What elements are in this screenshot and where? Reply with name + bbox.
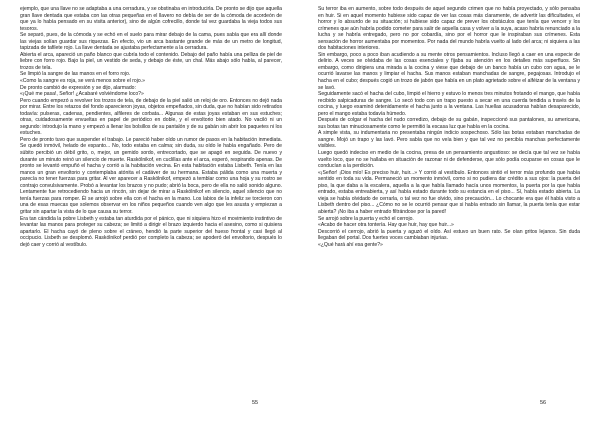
paragraph: Abierta el arca, apareció un paño blanco que cubría todo el contenido. Debajo del paño había una pelliza de piel de liebre con forro rojo. Bajo la piel, un vestido de seda, y debajo de éste, un chal. Más abajo sólo había, al parecer, trozos de tela. <box>20 51 282 71</box>
right-page <box>300 0 600 424</box>
paragraph: Era tan cándida la pobre Lisbeth y estaba tan aturdida por el pánico, que ni siquiera hizo el movimiento instintivo de levantar las manos para proteger su cabeza; se limitó a dirigir el brazo izquierdo hacia el asesino, como si quisiera apartarlo. El hacha cayó de pleno sobre el cráneo, hendió la parte superior del hueso frontal y casi llegó al occipucio. Lisbeth se desplomó. Raskólnikof perdió por completo la cabeza; se apoderó del envoltorio, después lo dejó caer y corrió al vestíbulo. <box>20 215 282 248</box>
left-page-text <box>20 6 282 248</box>
paragraph: Pero de pronto tuvo que suspender el trabajo. Le pareció haber oído un rumor de pasos en la habitación inmediata. Se quedó inmóvil, helado de espanto... No, todo estaba en calma; sin duda, su oído le había engañado. Pero de súbito percibió un débil grito, o, mejor, un gemido sordo, entrecortado, que se apagó en seguida. De nuevo y durante un minuto reinó un silencio de muerte. Raskólnikof, en cuclillas ante el arca, esperó, respirando apenas. De pronto se levantó empuñó el hacha y corrió a la habitación vecina. En esta habitación estaba Lisbeth. Tenía en las manos un gran envoltorio y contemplaba atónita el cadáver de su hermana. Estaba pálida como una muerta y parecía no tener fuerzas para gritar. Al ver aparecer a Raskólnikof, empezó a temblar como una hoja y su rostro se contrajo convulsivamente. Probó a levantar los brazos y no pudo; abrió la boca, pero de ella no salió sonido alguno. Lentamente fue retrocediendo hacia un rincón, sin dejar de mirar a Raskólnikof en silencio, aquel silencio que no tenía fuerzas para romper. Él se arrojó sobre ella con el hacha en la mano. Los labios de la infeliz se torcieron con una de esas muecas que solemos observar en los niños pequeños cuando ven algo que les asusta y empiezan a gritar sin apartar la vista de lo que causa su terror. <box>20 136 282 215</box>
page-number: 55 <box>252 400 259 406</box>
paragraph: Se separó, pues, de la cómoda y se echó en el suelo para mirar debajo de la cama, pues sabía que era allí donde las viejas solían guardar sus riquezas. En efecto, vio un arca bastante grande de más de un metro de longitud, tapizada de tafilete rojo. La llave dentada se ajustaba perfectamente a la cerradura. <box>20 32 282 52</box>
paragraph: Luego quedó indeciso en medio de la cocina, presa de un pensamiento angustioso: se decía que tal vez se había vuelto loco, que no se hallaba en situación de razonar ni de defenderse, que sólo podía ocuparse en cosas que le conducían a la perdición. <box>318 150 580 170</box>
paragraph: Descorrió el cerrojo, abrió la puerta y aguzó el oído. Así estuvo un buen rato. Se oían gritos lejanos. Sin duda llegaban del portal. Dos fuertes voces cambiaban injurias. <box>318 228 580 242</box>
paragraph: Seguidamente sacó el hacha del cubo, limpió el hierro y estuvo lo menos tres minutos frotando el mango, que había recibido salpicaduras de sangre. Lo secó todo con un trapo puesto a secar en una cuerda tendida a través de la cocina, y luego examinó detenidamente el hacha junto a la ventana. Las huellas acusadoras habían desaparecido, pero el mango estaba todavía húmedo. <box>318 91 580 117</box>
paragraph: Pero cuando empezó a revolver los trozos de tela, de debajo de la piel salió un reloj de oro. Entonces no dejó nada por mirar. Entre los retazos del fondo aparecieron joyas, objetos empeñados, sin duda, que no habían sido retirados todavía: pulseras, cadenas, pendientes, alfileres de corbata... Algunas de estas joyas estaban en sus estuches; otras, cuidadosamente envueltas en papel de periódico en doble, y el envoltorio bien atado. No vaciló ni un segundo: introdujo la mano y empezó a llenar los bolsillos de su pantalón y de su gabán sin abrir los paquetes ni los estuches. <box>20 97 282 137</box>
paragraph: Después de colgar el hacha del nudo corredizo, debajo de su gabán, inspeccionó sus pantalones, su americana, sus botas tan minuciosamente como le permitió la escasa luz que había en la cocina. <box>318 117 580 130</box>
paragraph: A simple vista, su indumentaria no presentaba ningún indicio sospechoso. Sólo las botas estaban manchadas de sangre. Mojó un trapo y las lavó. Pero sabía que no veía bien y que tal vez no percibía manchas perfectamente visibles. <box>318 130 580 150</box>
paragraph: «¡Qué me pasa!, Señor! ¿Acabaré volviéndome loco?» <box>20 91 144 98</box>
paragraph: «¿Qué hará ahí esa gente?» <box>318 241 383 248</box>
paragraph: Se limpió la sangre de las manos en el forro rojo. <box>20 71 131 78</box>
right-page-text <box>318 6 580 248</box>
paragraph: «¡Señor! ¡Dios mío! Es preciso huir, huir...» Y corrió al vestíbulo. Entonces sintió el terror más profundo que había sentido en toda su vida. Permaneció un momento inmóvil, como si no pudiera dar crédito a sus ojos: la puerta del piso, la que daba a la escalera, aquella a la que había llamado hacía unos momentos, la puerta por la que había entrado, estaba entreabierta, y así había estado durante todo su estancia en el piso... Sí, había estado abierta. La vieja se había olvidado de cerrarla, o tal vez no fue olvido, sino precaución... Lo chocante era que él había visto a Lisbeth dentro del piso... ¿Cómo no se le ocurrió pensar que si había entrado sin llamar, la puerta tenía que estar abierta? ¡No iba a haber entrado filtrándose por la pared! <box>318 169 580 215</box>
page-number: 56 <box>540 400 547 406</box>
paragraph: ejemplo, que una llave no se adaptaba a una cerradura, y se obstinaba en introducirla. De pronto se dijo que aquella gran llave dentada que estaba con las otras pequeñas en el llavero no debía de ser de la cómoda de acordeón de que ya lo había pensado en su visita anterior), sino de algún cofrecillo, donde tal vez guardaba la vieja todos sus tesoros. <box>20 6 282 32</box>
paragraph: Sin embargo, poco a poco iban acudiendo a su mente otros pensamientos. Incluso llegó a caer en una especie de delirio. A veces se olvidaba de las cosas esenciales y fijaba su atención en los detalles más superfluos. Sin embargo, como dirigiera una mirada a la cocina y viese que debajo de un banco había un cubo con agua, se le ocurrió lavarse las manos y limpiar el hacha. Sus manos estaban manchadas de sangre, pegajosas. Introdujo el hacha en el cubo; después cogió un trozo de jabón que había en un plato agrietado sobre el alféizar de la ventana y se lavó. <box>318 51 580 91</box>
paragraph: «Acabo de hacer otra tontería. Hay que huir, hay que huir...» <box>318 222 454 229</box>
paragraph: Su terror iba en aumento, sobre todo después de aquel segundo crimen que no había proyectado, y sólo pensaba en huir. Si en aquel momento hubiese sido capaz de ver las cosas más claramente, de advertir las dificultades, el horror y lo absurdo de su situación; si hubiese sido capaz de prever los obstáculos que tenía que vencer y los crímenes que aún habría podido cometer para salir de aquella casa y volver a la suya, acaso habría renunciado a la lucha y se habría entregado, pero no por cobardía, sino por el horror que le inspiraban sus crímenes. Esta sensación de horror aumentaba por momentos. Por nada del mundo habría vuelto al lado del arca; ni siquiera a las dos habitaciones interiores. <box>318 6 580 52</box>
paragraph: Se arrojó sobre la puerta y echó el cerrojo. <box>318 215 414 222</box>
paragraph: De pronto cambió de expresión y se dijo, alarmado: <box>20 84 136 91</box>
paragraph: «Como la sangre es roja, se verá menos sobre el rojo.» <box>20 78 145 85</box>
